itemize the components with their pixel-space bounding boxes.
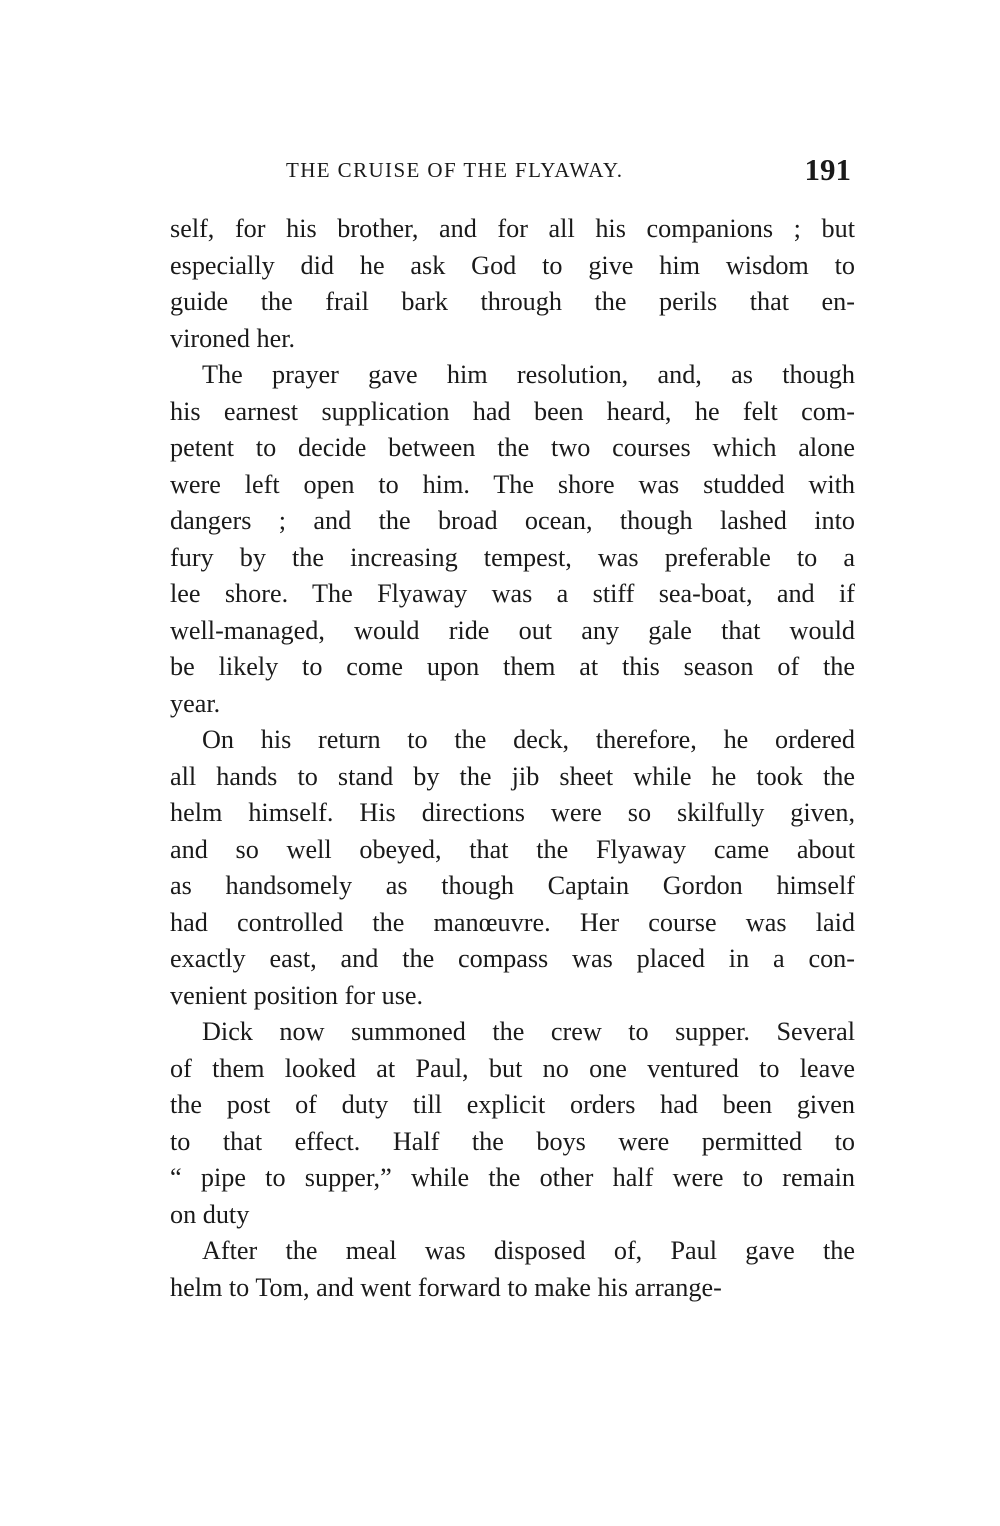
text-line: self, for his brother, and for all his companions ; but <box>170 214 855 243</box>
text-line: and so well obeyed, that the Flyaway came about <box>170 834 855 864</box>
text-line: the post of duty till explicit orders had been given <box>170 1090 855 1119</box>
text-line: as handsomely as though Captain Gordon himself <box>170 871 855 900</box>
text-line: “ pipe to supper,” while the other half were to remain <box>170 1163 855 1192</box>
text-line: helm to Tom, and went forward to make his arrange- <box>170 1272 722 1302</box>
text-line: well-managed, would ride out any gale that would <box>170 615 855 645</box>
text-line: vironed her. <box>170 323 296 353</box>
text-line: fury by the increasing tempest, was preferable to a <box>170 542 855 572</box>
page-header <box>170 152 855 197</box>
text-line: of them looked at Paul, but no one ventured to leave <box>170 1053 855 1083</box>
text-line: to that effect. Half the boys were permitted to <box>170 1126 855 1156</box>
paragraph <box>170 722 855 1014</box>
paragraph <box>170 1233 855 1306</box>
running-title: THE CRUISE OF THE FLYAWAY. <box>286 158 624 182</box>
text-line: be likely to come upon them at this season of the <box>170 652 855 681</box>
paragraph <box>170 357 855 722</box>
text-line: all hands to stand by the jib sheet while he took the <box>170 761 855 791</box>
text-line: On his return to the deck, therefore, he ordered <box>202 725 855 754</box>
text-line: especially did he ask God to give him wisdom to <box>170 250 855 280</box>
body-text <box>170 211 855 1306</box>
text-line: on duty <box>170 1199 250 1229</box>
text-line: exactly east, and the compass was placed in a con- <box>170 944 855 973</box>
text-line: After the meal was disposed of, Paul gave the <box>202 1236 855 1265</box>
paragraph <box>170 211 855 357</box>
text-line: lee shore. The Flyaway was a stiff sea-boat, and if <box>170 579 855 608</box>
text-line: petent to decide between the two courses which alone <box>170 433 855 462</box>
text-line: helm himself. His directions were so skilfully given, <box>170 798 855 827</box>
text-line: venient position for use. <box>170 980 424 1010</box>
text-line: guide the frail bark through the perils that en- <box>170 287 855 316</box>
text-line: his earnest supplication had been heard, he felt com- <box>170 396 855 426</box>
text-line: Dick now summoned the crew to supper. Several <box>202 1017 855 1046</box>
text-line: had controlled the manœuvre. Her course was laid <box>170 907 855 937</box>
text-line: were left open to him. The shore was studded with <box>170 469 855 499</box>
paragraph <box>170 1014 855 1233</box>
text-line: dangers ; and the broad ocean, though lashed into <box>170 506 855 535</box>
page-number: 191 <box>804 152 851 187</box>
text-line: year. <box>170 688 221 718</box>
text-line: The prayer gave him resolution, and, as though <box>202 360 855 389</box>
